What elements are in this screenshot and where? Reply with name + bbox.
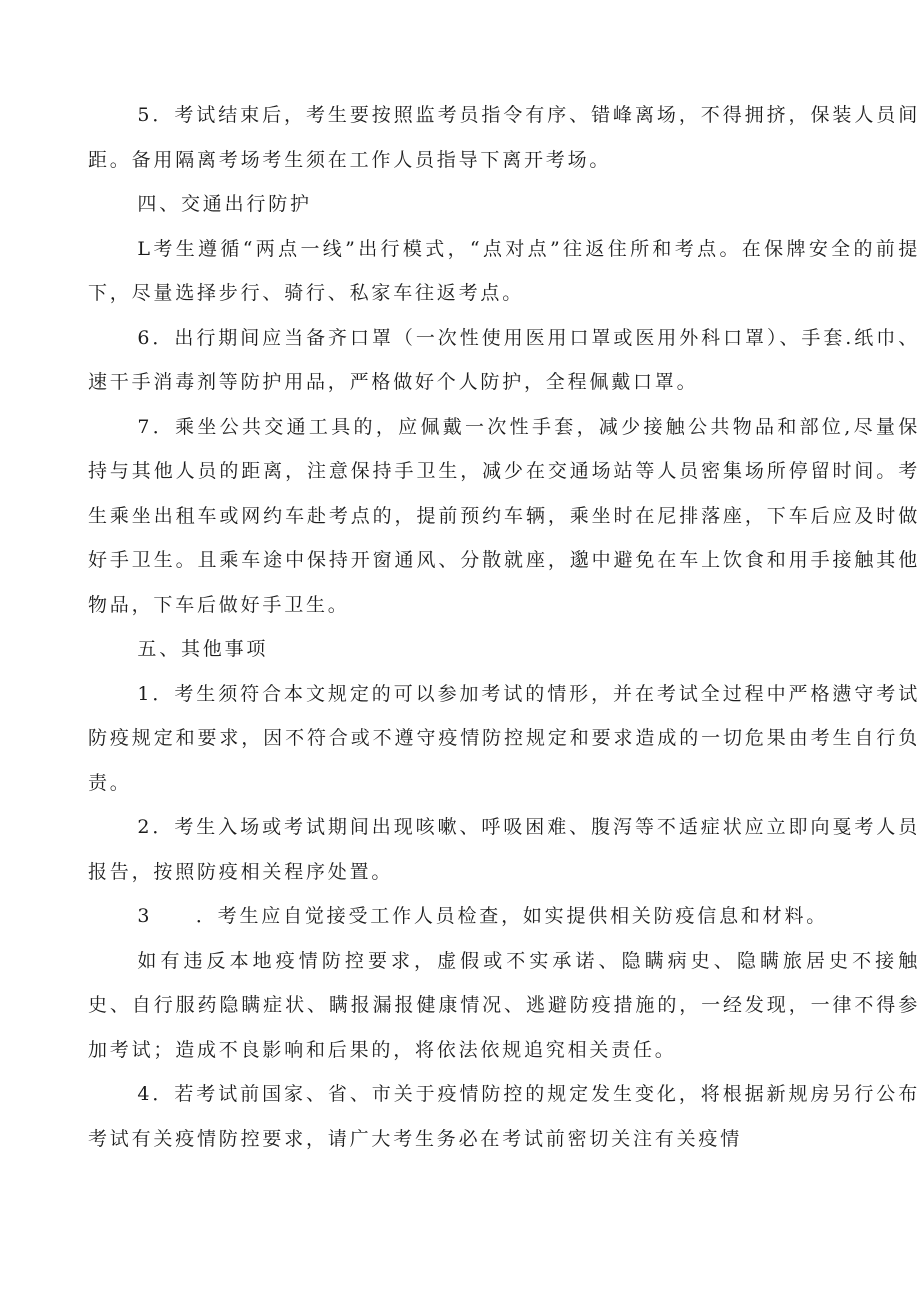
paragraph-protective-supplies: 6．出行期间应当备齐口罩（一次性使用医用口罩或医用外科口罩）、手套.纸巾、速干手消毒剂等防护用品，严格做好个人防护，全程佩戴口罩。 <box>88 326 920 393</box>
section-heading-transport: 四、交通出行防护 <box>137 193 312 215</box>
paragraph-policy-changes: 4．若考试前国家、省、市关于疫情防控的规定发生变化，将根据新规房另行公布考试有关疫情防控要求，请广大考生务必在考试前密切关注有关疫情 <box>88 1083 920 1150</box>
paragraph-inspection: 3 ．考生应自觉接受工作人员检查，如实提供相关防疫信息和材料。 <box>137 905 829 927</box>
section-heading-other: 五、其他事项 <box>137 638 269 660</box>
document-body <box>88 93 920 1161</box>
paragraph-symptoms-report: 2．考生入场或考试期间出现咳嗽、呼吸困难、腹泻等不适症状应立即向戛考人员报告，按照防疫相关程序处置。 <box>88 816 920 883</box>
paragraph-public-transport: 7．乘坐公共交通工具的，应佩戴一次性手套，减少接触公共物品和部位,尽量保持与其他人员的距离，注意保持手卫生，减少在交通场站等人员密集场所停留时间。考生乘坐出租车或网约车赴考点的，提前预约车辆，乘坐时在尼排落座，下车后应及时做好手卫生。且乘车途中保持开窗通风、分散就座，邈中避免在车上饮食和用手接触其他物品，下车后做好手卫生。 <box>88 415 920 616</box>
paragraph-violations: 如有违反本地疫情防控要求，虚假或不实承诺、隐瞒病史、隐瞒旅居史不接触史、自行服药隐瞒症状、瞒报漏报健康情况、逃避防疫措施的，一经发现，一律不得参加考试；造成不良影响和后果的，将依法依规追究相关责任。 <box>88 949 920 1061</box>
paragraph-exam-exit: 5．考试结束后，考生要按照监考员指令有序、错峰离场，不得拥挤，保装人员间距。备用隔离考场考生须在工作人员指导下离开考场。 <box>88 104 920 171</box>
paragraph-point-to-point: L考生遵循“两点一线”出行模式，“点对点”往返住所和考点。在保牌安全的前提下，尽量选择步行、骑行、私家车往返考点。 <box>88 237 920 304</box>
paragraph-compliance: 1．考生须符合本文规定的可以参加考试的情形，并在考试全过程中严格懑守考试防疫规定和要求，因不符合或不遵守疫情防控规定和要求造成的一切危果由考生自行负责。 <box>88 682 920 794</box>
